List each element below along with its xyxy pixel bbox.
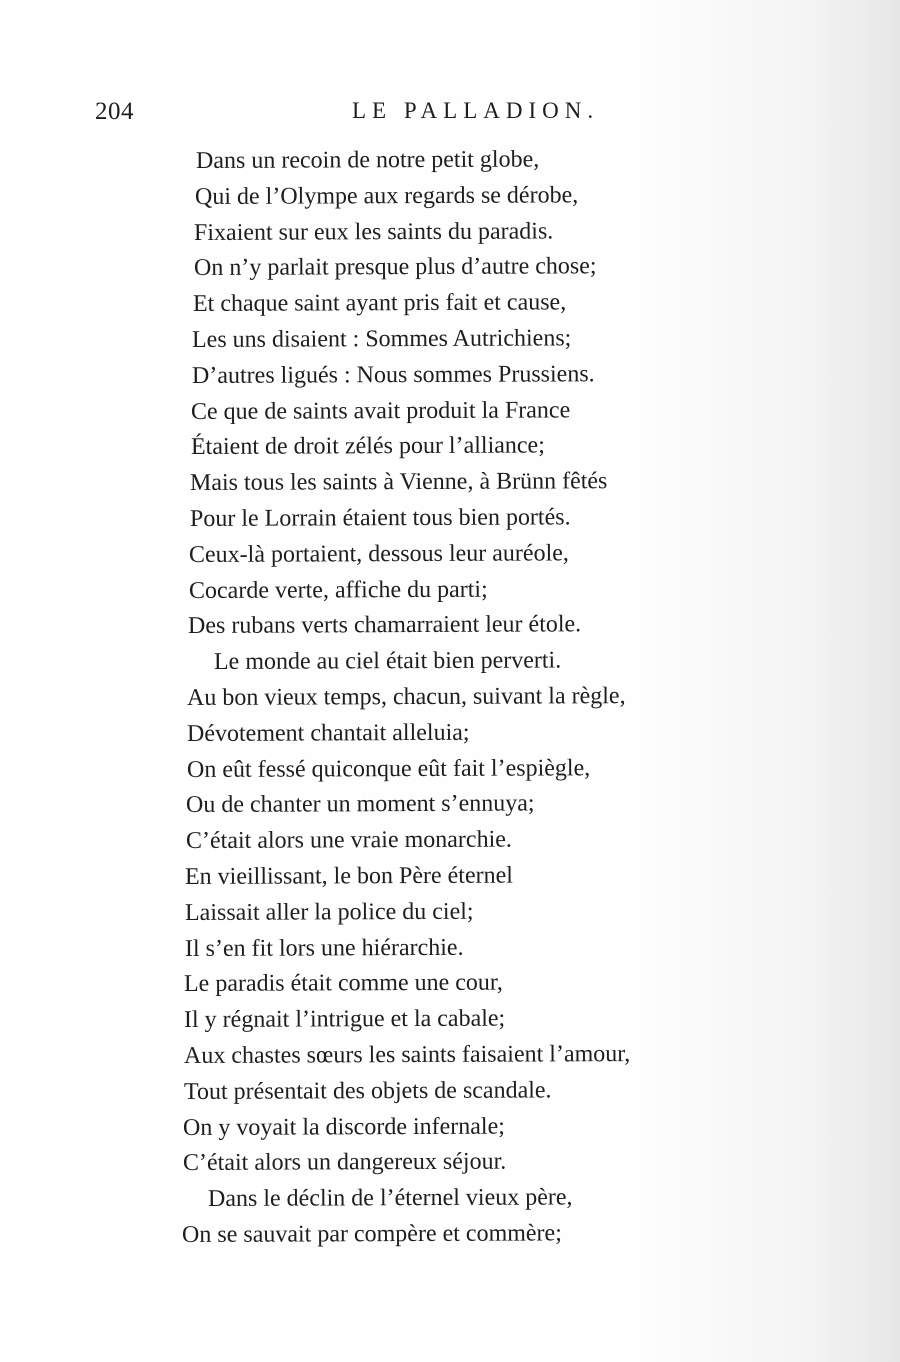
verse-line: Tout présentait des objets de scandale. (183, 1077, 552, 1105)
verse-line: Étaient de droit zélés pour l’alliance; (190, 432, 545, 461)
verse-line: C’était alors un dangereux séjour. (182, 1148, 507, 1177)
verse-line: Ceux-là portaient, dessous leur auréole, (188, 540, 569, 568)
verse-line: On eût fessé quiconque eût fait l’espiègle, (186, 754, 591, 783)
verse-line: Il y régnait l’intrigue et la cabale; (183, 1005, 506, 1034)
verse-line: On y voyait la discorde infernale; (182, 1113, 505, 1141)
page-number: 204 (95, 98, 134, 125)
poem-text (0, 144, 900, 1254)
verse-line: Dévotement chantait alleluia; (186, 719, 470, 747)
verse-line: Ou de chanter un moment s’ennuya; (185, 790, 535, 819)
verse-line: Fixaient sur eux les saints du paradis. (193, 218, 554, 246)
page-header (0, 98, 900, 138)
verse-line: Le paradis était comme une cour, (183, 969, 503, 998)
verse-line: Il s’en fit lors une hiérarchie. (184, 934, 464, 962)
verse-line: Mais tous les saints à Vienne, à Brünn fêtés (189, 468, 608, 497)
verse-line: Dans le déclin de l’éternel vieux père, (207, 1184, 573, 1213)
verse-line: Dans un recoin de notre petit globe, (195, 146, 540, 174)
verse-line: Cocarde verte, affiche du parti; (188, 576, 488, 604)
verse-line: D’autres ligués : Nous sommes Prussiens. (191, 361, 595, 389)
verse-line: Le monde au ciel était bien perverti. (213, 647, 562, 676)
verse-line: Des rubans verts chamarraient leur étole. (187, 611, 582, 640)
verse-line: On n’y parlait presque plus d’autre chose; (193, 253, 597, 282)
running-title: LE PALLADION. (352, 98, 600, 123)
verse-line: Les uns disaient : Sommes Autrichiens; (191, 325, 572, 353)
verse-line: Qui de l’Olympe aux regards se dérobe, (194, 182, 579, 210)
verse-line: Ce que de saints avait produit la France (190, 396, 571, 425)
verse-line: C’était alors une vraie monarchie. (185, 826, 512, 855)
verse-line: Pour le Lorrain étaient tous bien portés. (189, 504, 571, 532)
verse-line: Aux chastes sœurs les saints faisaient l’amour, (183, 1040, 631, 1069)
verse-line: Et chaque saint ayant pris fait et cause, (192, 289, 567, 318)
verse-line: Laissait aller la police du ciel; (184, 898, 474, 926)
verse-line: Au bon vieux temps, chacun, suivant la règle, (186, 683, 626, 711)
verse-line: On se sauvait par compère et commère; (181, 1220, 562, 1248)
verse-line: En vieillissant, le bon Père éternel (184, 862, 513, 890)
